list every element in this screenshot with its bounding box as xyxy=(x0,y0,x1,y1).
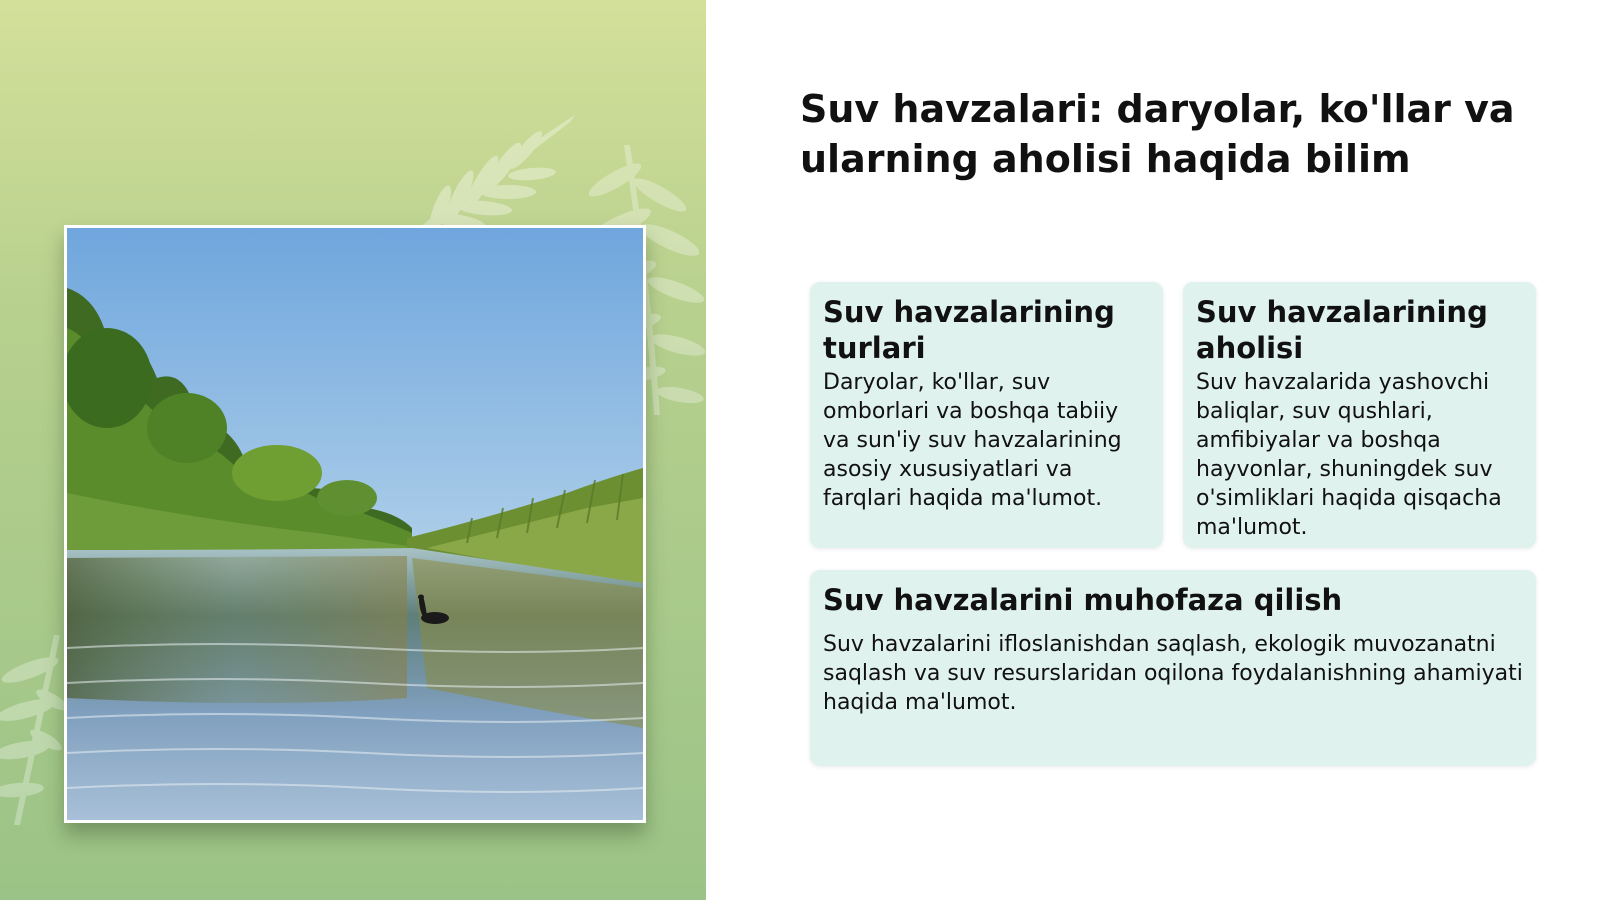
photo-frame xyxy=(64,225,646,823)
fern-leaf-icon xyxy=(0,630,70,830)
card-body: Suv havzalarida yashovchi baliqlar, suv qushlari, amfibiyalar va boshqa hayvonlar, shuningdek suv o'simliklari haqida qisqacha ma'lumot. xyxy=(1196,370,1502,540)
card-heading: Suv havzalarining aholisi xyxy=(1196,295,1488,365)
slide-title: Suv havzalari: daryolar, ko'llar va ularning aholisi haqida bilim xyxy=(800,87,1515,181)
card-heading: Suv havzalarining turlari xyxy=(823,295,1115,365)
decorative-panel xyxy=(0,0,706,900)
fern-leaf-icon xyxy=(400,110,580,240)
card-body: Suv havzalarini ifloslanishdan saqlash, ekologik muvozanatni saqlash va suv resurslaridan oqilona foydalanishning ahamiyati haqida ma'lumot. xyxy=(823,632,1523,715)
river-photo xyxy=(67,228,643,820)
card-protection xyxy=(810,570,1536,766)
card-heading: Suv havzalarini muhofaza qilish xyxy=(823,583,1343,617)
card-types xyxy=(810,282,1163,548)
card-inhabitants xyxy=(1183,282,1536,548)
card-body: Daryolar, ko'llar, suv omborlari va boshqa tabiiy va sun'iy suv havzalarining asosiy xususiyatlari va farqlari haqida ma'lumot. xyxy=(823,370,1122,511)
